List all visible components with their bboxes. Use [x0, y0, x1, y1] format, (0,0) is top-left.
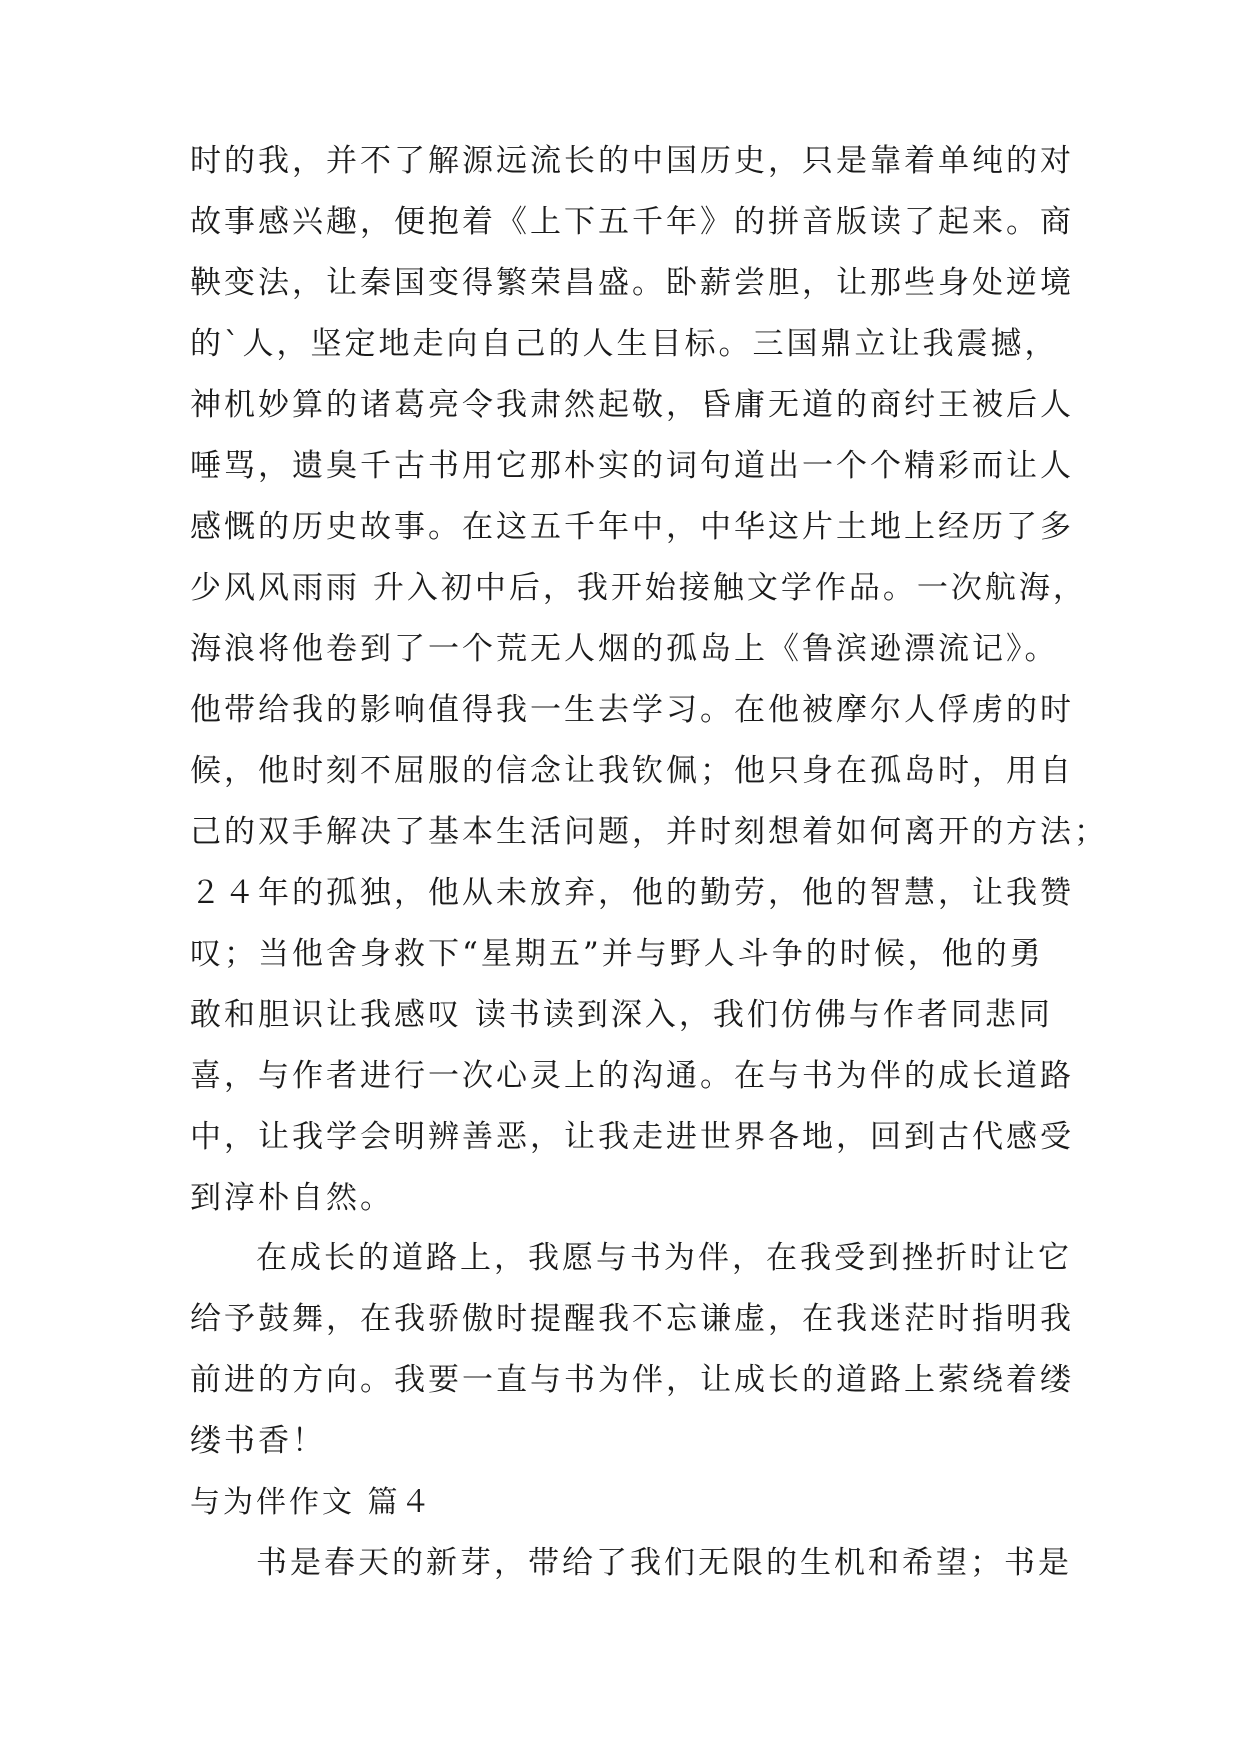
- text-line: 唾骂，遗臭千古书用它那朴实的词句道出一个个精彩而让人: [190, 448, 1074, 484]
- text-line: 给予鼓舞，在我骄傲时提醒我不忘谦虚，在我迷茫时指明我: [190, 1301, 1074, 1337]
- text-line: 时的我，并不了解源远流长的中国历史，只是靠着单纯的对: [190, 143, 1074, 179]
- text-line: 到淳朴自然。: [190, 1180, 394, 1216]
- text-line: 故事感兴趣，便抱着《上下五千年》的拼音版读了起来。商: [190, 204, 1074, 240]
- section-heading: [190, 1472, 1060, 1533]
- text-line: 感慨的历史故事。在这五千年中，中华这片土地上经历了多: [190, 509, 1074, 545]
- text-line: 在成长的道路上，我愿与书为伴，在我受到挫折时让它: [256, 1240, 1072, 1276]
- text-line: 神机妙算的诸葛亮令我肃然起敬，昏庸无道的商纣王被后人: [190, 387, 1074, 423]
- text-line: 中，让我学会明辨善恶，让我走进世界各地，回到古代感受: [190, 1119, 1074, 1155]
- text-line: 己的双手解决了基本生活问题，并时刻想着如何离开的方法；: [190, 814, 1108, 850]
- section-heading-text: 与为伴作文 篇４: [190, 1485, 434, 1520]
- text-line: 缕书香！: [190, 1423, 326, 1459]
- paragraph-new-section: [190, 1533, 1072, 1594]
- text-line: 的`人，坚定地走向自己的人生目标。三国鼎立让我震撼，: [190, 326, 1059, 362]
- text-line: 海浪将他卷到了一个荒无人烟的孤岛上《鲁滨逊漂流记》。: [190, 631, 1059, 667]
- text-line: 书是春天的新芽，带给了我们无限的生机和希望；书是: [256, 1545, 1072, 1581]
- paragraph-conclusion: [190, 1228, 1074, 1472]
- text-line: 鞅变法，让秦国变得繁荣昌盛。卧薪尝胆，让那些身处逆境: [190, 265, 1074, 301]
- text-line: ２４年的孤独，他从未放弃，他的勤劳，他的智慧，让我赞: [190, 875, 1074, 911]
- text-line: 叹；当他舍身救下“星期五”并与野人斗争的时候，他的勇: [190, 936, 1044, 972]
- text-line: 敢和胆识让我感叹 读书读到深入，我们仿佛与作者同悲同: [190, 997, 1053, 1033]
- text-line: 喜，与作者进行一次心灵上的沟通。在与书为伴的成长道路: [190, 1058, 1074, 1094]
- text-line: 他带给我的影响值得我一生去学习。在他被摩尔人俘虏的时: [190, 692, 1074, 728]
- text-line: 少风风雨雨 升入初中后，我开始接触文学作品。一次航海，: [190, 570, 1087, 606]
- text-line: 前进的方向。我要一直与书为伴，让成长的道路上萦绕着缕: [190, 1362, 1074, 1398]
- text-line: 候，他时刻不屈服的信念让我钦佩；他只身在孤岛时，用自: [190, 753, 1074, 789]
- paragraph-continued: [190, 131, 1108, 1229]
